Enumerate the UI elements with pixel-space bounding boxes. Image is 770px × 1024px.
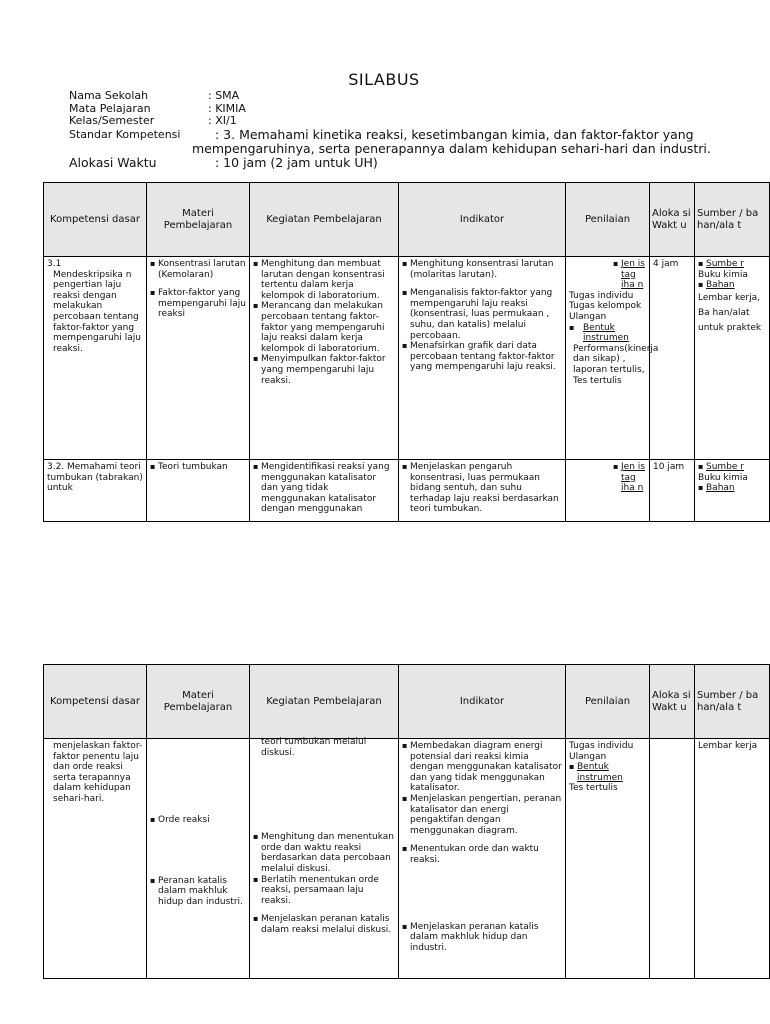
- cell-kegiatan: [250, 460, 399, 522]
- list-item: ▪ Menjelaskan pengertian, peranan katalisator dan energi pengaktifan dengan menggunakan diagram.: [402, 794, 562, 836]
- info-value: : 3. Memahami kinetika reaksi, kesetimbangan kimia, dan faktor-faktor yang: [215, 126, 694, 142]
- cell-kegiatan: [250, 739, 399, 979]
- list-item: ▪ Orde reaksi: [150, 815, 246, 826]
- source-material: ▪ Bahan: [698, 483, 766, 494]
- kompetensi-text: menjelaskan faktor-faktor penentu laju dan orde reaksi serta terapannya dalam kehidupan sehari-hari.: [53, 741, 143, 804]
- list-item: ▪ Merancang dan melakukan percobaan tentang faktor-faktor yang mempengaruhi laju reaksi dalam kerja kelompok di laboratorium.: [253, 301, 395, 354]
- table-header-row: [44, 183, 770, 257]
- cell-materi: [147, 739, 250, 979]
- cell-alokasi: 10 jam: [650, 460, 695, 522]
- source-book: Buku kimia: [698, 269, 748, 280]
- assessment-text: Tugas individu Tugas kelompok Ulangan: [569, 290, 642, 322]
- list-item: ▪ Teori tumbukan: [150, 462, 246, 473]
- header-kompetensi: Kompetensi dasar: [44, 665, 147, 739]
- header-kegiatan: Kegiatan Pembelajaran: [250, 665, 399, 739]
- info-value: : SMA: [208, 89, 240, 102]
- list-item: ▪ Faktor-faktor yang mempengaruhi laju reaksi: [150, 288, 246, 320]
- cell-penilaian: [566, 257, 659, 460]
- table-header-row: [44, 665, 770, 739]
- source-material: ▪ Bahan: [698, 280, 766, 291]
- header-kompetensi: Kompetensi dasar: [44, 183, 147, 257]
- info-label: Nama Sekolah: [69, 89, 149, 102]
- cell-sumber: [695, 460, 770, 522]
- info-label: Mata Pelajaran: [69, 101, 151, 115]
- header-penilaian: Penilaian: [566, 665, 650, 739]
- list-item: ▪ Berlatih menentukan orde reaksi, persamaan laju reaksi.: [253, 875, 395, 907]
- syllabus-table-1: [43, 182, 770, 522]
- assessment-instrument: ▪ Bentuk instrumen: [569, 323, 646, 344]
- cell-sumber: [695, 257, 770, 460]
- assessment-detail: Tes tertulis: [569, 783, 618, 794]
- assessment-type: ▪ Jen is tag iha n: [613, 259, 647, 291]
- cell-alokasi: [650, 739, 695, 979]
- info-label: Alokasi Waktu: [69, 154, 157, 170]
- assessment-text: Tugas individu Ulangan: [569, 741, 634, 762]
- list-item: ▪ Menganalisis faktor-faktor yang mempengaruhi laju reaksi (konsentrasi, luas permukaan , suhu, dan katalis) melalui percobaan.: [402, 288, 562, 341]
- header-sumber: Sumber / ba han/ala t: [695, 183, 770, 257]
- kompetensi-text: Mendeskripsika n pengertian laju reaksi dengan melakukan percobaan tentang faktor-faktor yang mempengaruhi laju reaksi.: [53, 269, 141, 354]
- source-detail: Lembar kerja, Ba han/alat untuk praktek: [698, 292, 762, 333]
- cell-indikator: [399, 460, 566, 522]
- syllabus-table-2: [43, 664, 770, 979]
- source-label: ▪ Sumbe r: [698, 259, 766, 270]
- header-materi: Materi Pembelajaran: [147, 183, 250, 257]
- list-item: ▪ Menjelaskan peranan katalis dalam reaksi melalui diskusi.: [253, 914, 395, 935]
- table-row: [44, 257, 770, 460]
- header-materi: Materi Pembelajaran: [147, 665, 250, 739]
- cell-indikator: [399, 739, 566, 979]
- assessment-instrument: ▪ Bentuk instrumen: [569, 762, 646, 783]
- cell-alokasi: 4 jam: [650, 257, 695, 460]
- header-sumber: Sumber / ba han/ala t: [695, 665, 770, 739]
- page-title: SILABUS: [348, 70, 420, 89]
- list-item: ▪ Peranan katalis dalam makhluk hidup dan industri.: [150, 876, 246, 908]
- list-item: ▪ Mengidentifikasi reaksi yang menggunakan katalisator dan yang tidak menggunakan katalisator dengan menggunakan: [253, 462, 395, 515]
- info-label: Kelas/Semester: [69, 114, 155, 127]
- kegiatan-continued: teori tumbukan melalui diskusi.: [261, 737, 367, 758]
- list-item: ▪ Menentukan orde dan waktu reaksi.: [402, 844, 562, 865]
- list-item: ▪ Menyimpulkan faktor-faktor yang mempengaruhi laju reaksi.: [253, 354, 395, 386]
- cell-materi: [147, 460, 250, 522]
- list-item: ▪ Menghitung dan menentukan orde dan waktu reaksi berdasarkan data percobaan melalui diskusi.: [253, 832, 395, 874]
- info-value: : XI/1: [208, 114, 237, 127]
- header-indikator: Indikator: [399, 183, 566, 257]
- cell-materi: [147, 257, 250, 460]
- cell-indikator: [399, 257, 566, 460]
- cell-sumber: Lembar kerja: [695, 739, 770, 979]
- assessment-type: ▪ Jen is tag iha n: [613, 462, 647, 494]
- list-item: ▪ Membedakan diagram energi potensial dari reaksi kimia dengan menggunakan katalisator dan yang tidak menggunakan katalisator.: [402, 741, 562, 794]
- info-value-continued: mempengaruhinya, serta penerapannya dalam kehidupan sehari-hari dan industri.: [192, 140, 711, 156]
- list-item: ▪ Menghitung dan membuat larutan dengan konsentrasi tertentu dalam kerja kelompok di laboratorium.: [253, 259, 395, 301]
- header-alokasi: Aloka si Wakt u: [650, 183, 695, 257]
- list-item: ▪ Menafsirkan grafik dari data percobaan tentang faktor-faktor yang mempengaruhi laju reaksi.: [402, 341, 562, 373]
- assessment-detail: Performans(kinerja dan sikap) , laporan tertulis, Tes tertulis: [573, 343, 659, 386]
- cell-penilaian: [566, 739, 650, 979]
- source-book: Buku kimia: [698, 472, 748, 483]
- list-item: ▪ Menghitung konsentrasi larutan (molaritas larutan).: [402, 259, 562, 280]
- info-value: : 10 jam (2 jam untuk UH): [215, 154, 378, 170]
- table-row: [44, 739, 770, 979]
- header-alokasi: Aloka si Wakt u: [650, 665, 695, 739]
- cell-kegiatan: [250, 257, 399, 460]
- list-item: ▪ Menjelaskan peranan katalis dalam makhluk hidup dan industri.: [402, 922, 562, 954]
- list-item: ▪ Konsentrasi larutan (Kemolaran): [150, 259, 246, 280]
- header-indikator: Indikator: [399, 665, 566, 739]
- table-row: [44, 460, 770, 522]
- cell-penilaian: [566, 460, 650, 522]
- source-label: ▪ Sumbe r: [698, 462, 766, 473]
- info-value: : KIMIA: [208, 101, 246, 115]
- list-item: ▪ Menjelaskan pengaruh konsentrasi, luas permukaan bidang sentuh, dan suhu terhadap laju reaksi berdasarkan teori tumbukan.: [402, 462, 562, 515]
- cell-kompetensi: [44, 739, 147, 979]
- header-kegiatan: Kegiatan Pembelajaran: [250, 183, 399, 257]
- cell-kompetensi: [44, 460, 147, 522]
- cell-kompetensi: [44, 257, 147, 460]
- kompetensi-number: 3.1: [47, 259, 62, 269]
- header-penilaian: Penilaian: [566, 183, 650, 257]
- kompetensi-text: 3.2. Memahami teori tumbukan (tabrakan) untuk: [47, 462, 143, 494]
- info-label: Standar Kompetensi: [69, 127, 181, 141]
